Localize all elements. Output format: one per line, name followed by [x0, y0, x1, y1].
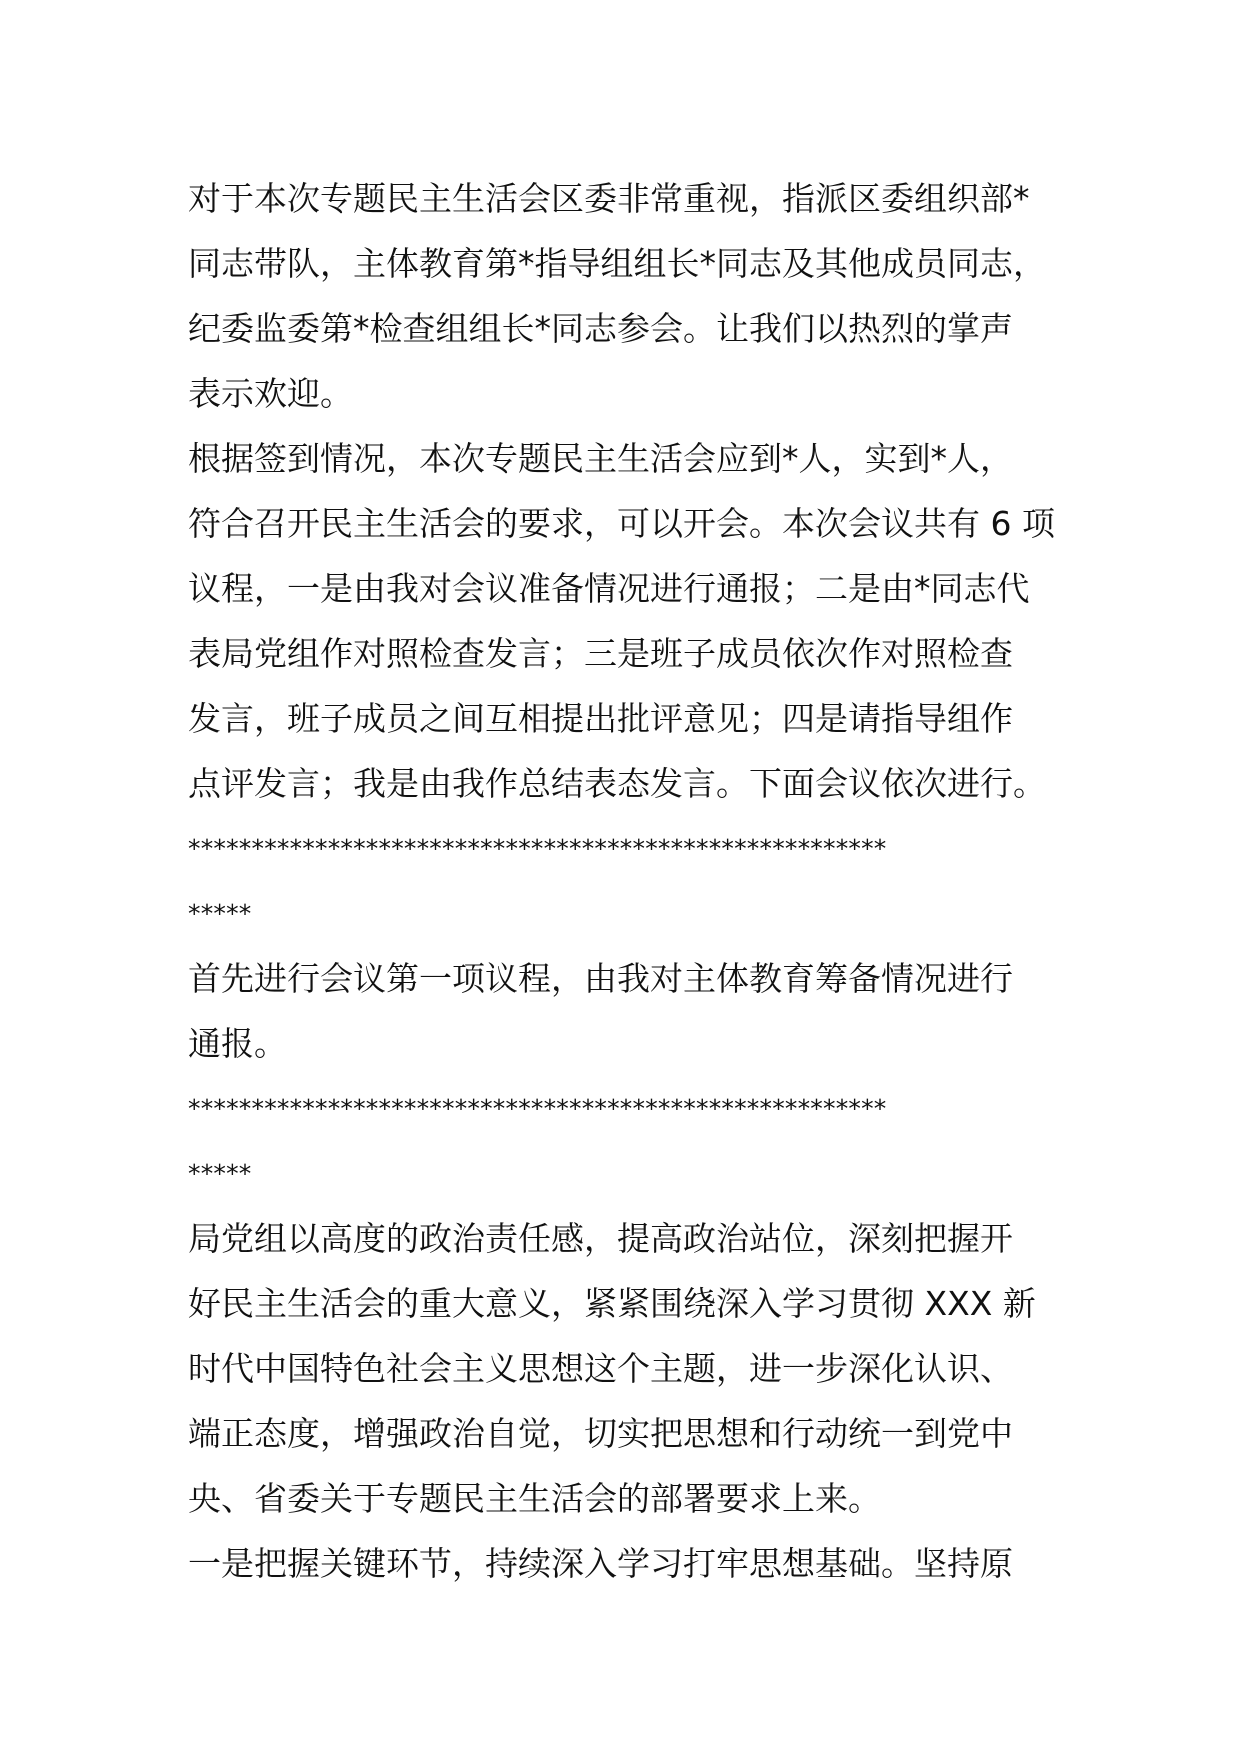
text-line: 同志带队，主体教育第*指导组组长*同志及其他成员同志， — [188, 244, 1046, 283]
paragraph-point-one — [188, 1531, 1078, 1596]
separator-line: ***** — [188, 899, 252, 928]
text-line: 对于本次专题民主生活会区委非常重视，指派区委组织部* — [188, 179, 1030, 218]
text-line: 议程，一是由我对会议准备情况进行通报；二是由*同志代 — [188, 569, 1030, 608]
separator-stars — [188, 1076, 1078, 1206]
text-line: 端正态度，增强政治自觉，切实把思想和行动统一到党中 — [188, 1414, 1013, 1453]
text-line: 点评发言；我是由我作总结表态发言。下面会议依次进行。 — [188, 764, 1046, 803]
text-line: 表示欢迎。 — [188, 374, 353, 413]
text-line: 一是把握关键环节，持续深入学习打牢思想基础。坚持原 — [188, 1544, 1013, 1583]
text-line: 时代中国特色社会主义思想这个主题，进一步深化认识、 — [188, 1349, 1013, 1388]
text-line: 表局党组作对照检查发言；三是班子成员依次作对照检查 — [188, 634, 1013, 673]
text-line: 发言，班子成员之间互相提出批评意见；四是请指导组作 — [188, 699, 1013, 738]
separator-stars — [188, 816, 1078, 946]
separator-line: ******************************************************* — [188, 834, 887, 863]
paragraph-agenda — [188, 426, 1078, 816]
paragraph-first-item — [188, 946, 1078, 1076]
separator-line: ******************************************************* — [188, 1094, 887, 1123]
text-line: 央、省委关于专题民主生活会的部署要求上来。 — [188, 1479, 881, 1518]
text-line: 根据签到情况，本次专题民主生活会应到*人，实到*人， — [188, 439, 1013, 478]
text-line: 符合召开民主生活会的要求，可以开会。本次会议共有 6 项 — [188, 504, 1055, 543]
paragraph-report — [188, 1206, 1078, 1531]
text-line: 好民主生活会的重大意义，紧紧围绕深入学习贯彻 XXX 新 — [188, 1284, 1036, 1323]
text-line: 首先进行会议第一项议程，由我对主体教育筹备情况进行 — [188, 959, 1013, 998]
document-body — [188, 166, 1078, 1596]
text-line: 局党组以高度的政治责任感，提高政治站位，深刻把握开 — [188, 1219, 1013, 1258]
text-line: 通报。 — [188, 1024, 287, 1063]
separator-line: ***** — [188, 1159, 252, 1188]
text-line: 纪委监委第*检查组组长*同志参会。让我们以热烈的掌声 — [188, 309, 1013, 348]
paragraph-attendees — [188, 166, 1078, 426]
